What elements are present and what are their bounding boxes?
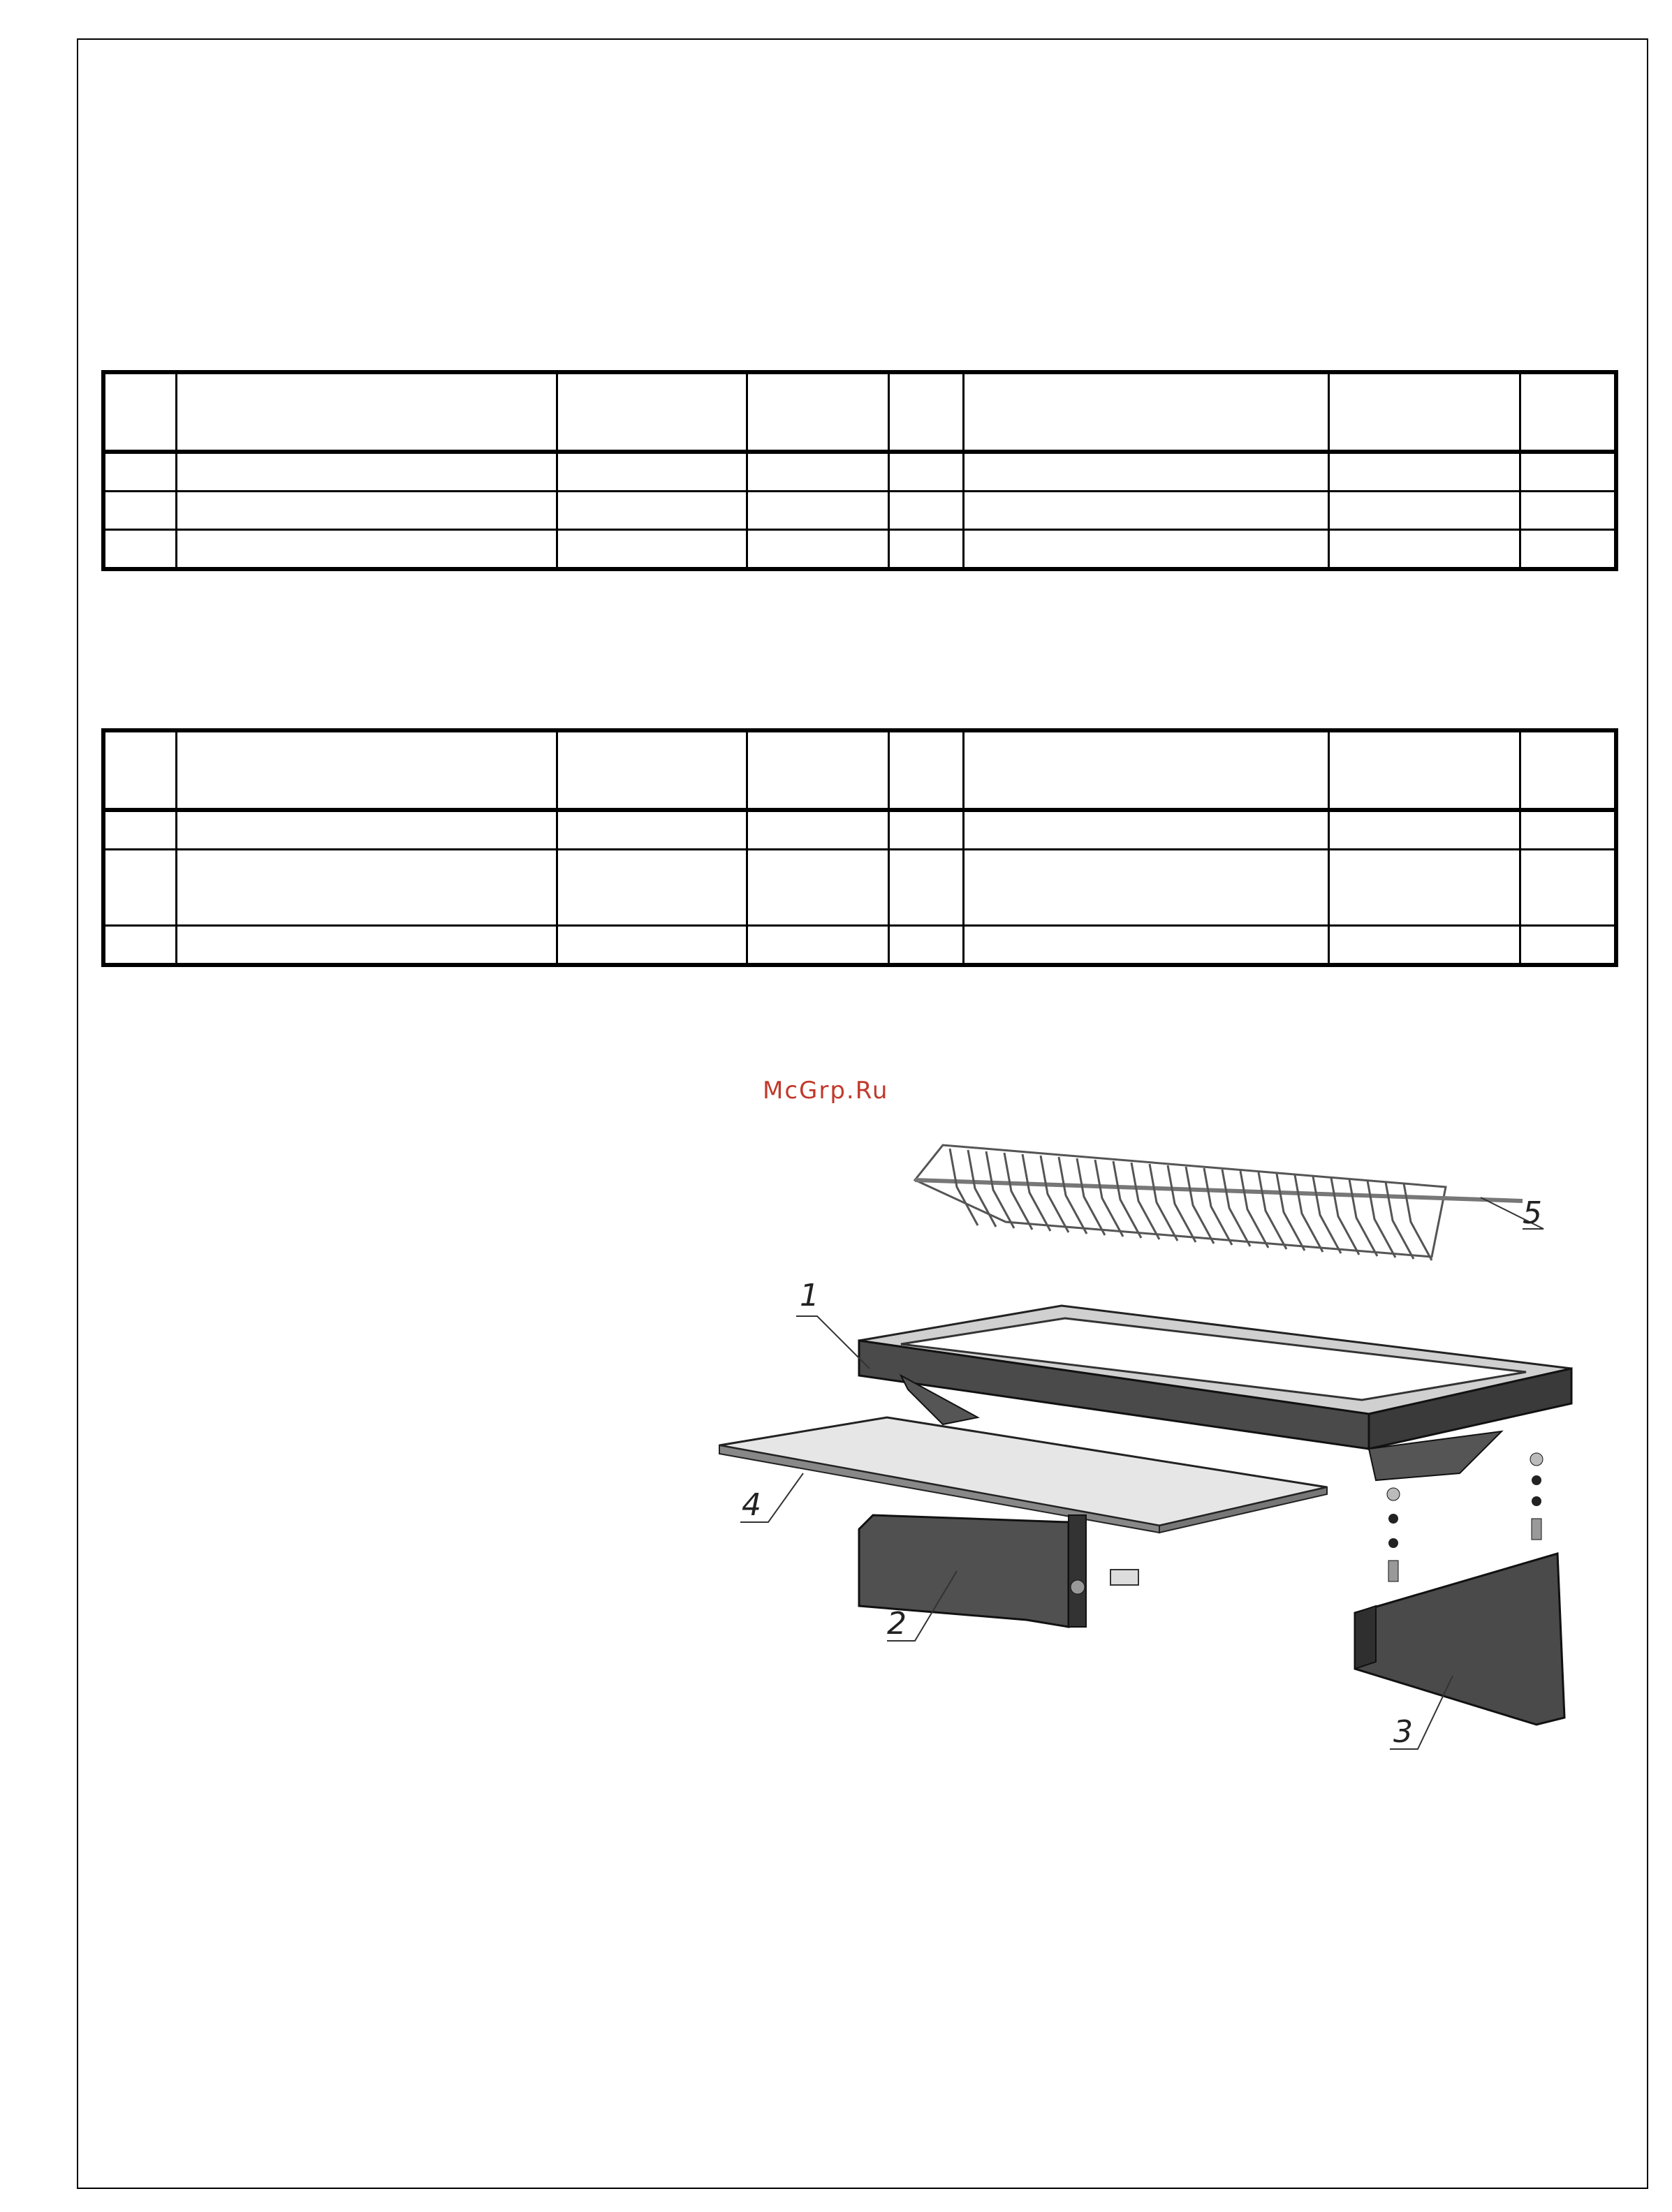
watermark-text: McGrp.Ru <box>763 1077 889 1105</box>
callout-2: 2 <box>887 1606 907 1642</box>
wire-rack-part <box>915 1145 1523 1260</box>
right-bracket-part <box>1355 1453 1564 1725</box>
callout-3: 3 <box>1393 1714 1413 1750</box>
callout-4: 4 <box>742 1487 761 1523</box>
callout-1: 1 <box>800 1278 819 1313</box>
rack-wire <box>950 1149 978 1225</box>
callout-5: 5 <box>1523 1195 1542 1231</box>
tray-part <box>719 1417 1327 1533</box>
